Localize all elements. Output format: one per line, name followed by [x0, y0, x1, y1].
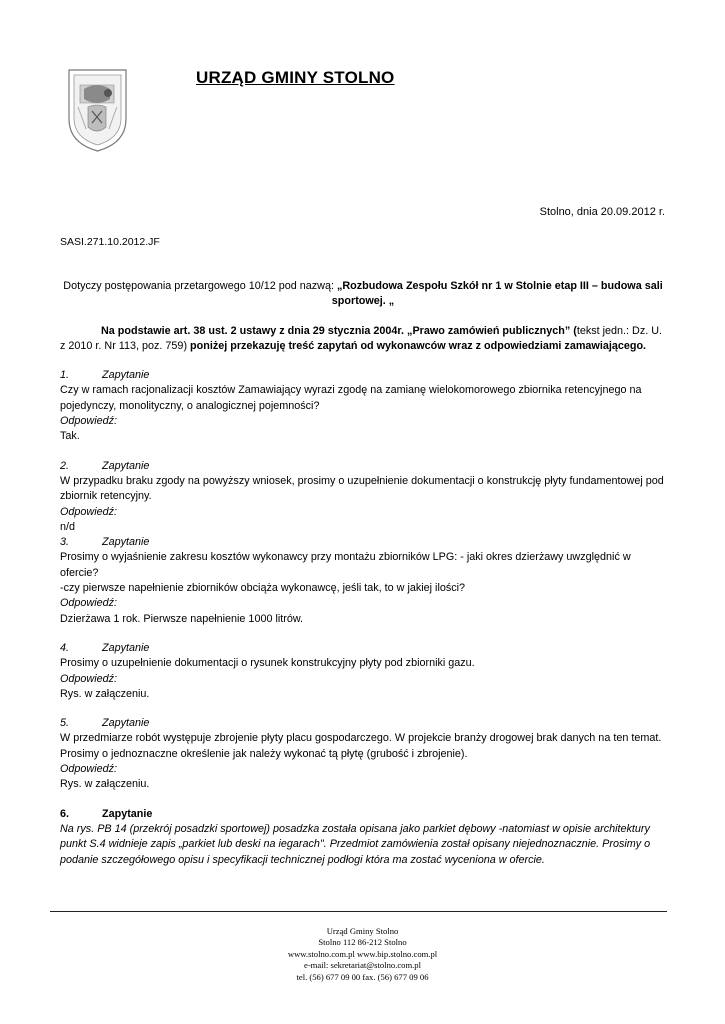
question-number: 6.: [60, 807, 70, 820]
question-number: 4.: [60, 641, 70, 654]
footer-websites: www.stolno.com.pl www.bip.stolno.com.pl: [287, 948, 438, 959]
footer: [0, 926, 725, 983]
coat-of-arms-logo: [66, 67, 129, 153]
question-number: 2.: [60, 459, 70, 472]
question-6: [60, 807, 666, 868]
legal-basis-paragraph: [60, 324, 666, 355]
question-label: Zapytanie: [102, 807, 153, 820]
answer-label: Odpowiedź:: [60, 597, 118, 610]
answer-text: n/d: [60, 520, 76, 533]
legal-basis-part1: Na podstawie art. 38 ust. 2 ustawy z dnia 29 stycznia 2004r. „Prawo zamówień publicznych” (: [101, 324, 577, 337]
footer-email: e-mail: sekretariat@stolno.com.pl: [304, 960, 421, 971]
question-number: 3.: [60, 536, 70, 549]
question-1: [60, 368, 666, 444]
question-5: [60, 716, 666, 792]
subject-name: „Rozbudowa Zespołu Szkół nr 1 w Stolnie etap III – budowa sali sportowej. „: [331, 280, 663, 308]
legal-basis-part2: tekst jedn.: Dz. U. z 2010 r. Nr 113, poz. 759): [60, 324, 663, 352]
question-3: [60, 535, 666, 627]
question-number: 5.: [60, 717, 70, 730]
footer-office-name: Urząd Gminy Stolno: [326, 926, 399, 936]
answer-label: Odpowiedź:: [60, 415, 118, 428]
question-text: Na rys. PB 14 (przekrój posadzki sportowej) posadzka została opisana jako parkiet dębowy -natomiast w opisie architektury punkt S.4 widnieje zapis „parkiet lub deski na iegarach". Przedmiot zamówienia został opisany niejednoznacznie. Prosimy o podanie szczegółowego opisu i specyfikacji technicznej podłogi która ma zostać wyceniona w ofercie.: [60, 822, 651, 866]
answer-text: Tak.: [60, 430, 80, 443]
question-label: Zapytanie: [102, 459, 150, 472]
letter-body: [60, 279, 666, 868]
answer-text: Rys. w załączeniu.: [60, 687, 150, 700]
question-label: Zapytanie: [102, 717, 150, 730]
answer-label: Odpowiedź:: [60, 505, 118, 518]
page-title: URZĄD GMINY STOLNO: [196, 68, 395, 87]
answer-label: Odpowiedź:: [60, 672, 118, 685]
answer-text: Dzierżawa 1 rok. Pierwsze napełnienie 1000 litrów.: [60, 612, 304, 625]
footer-phone-fax: tel. (56) 677 09 00 fax. (56) 677 09 06: [296, 971, 429, 982]
reference-number: SASI.271.10.2012.JF: [60, 236, 160, 248]
answer-text: Rys. w załączeniu.: [60, 778, 150, 791]
question-label: Zapytanie: [102, 536, 150, 549]
date-line: Stolno, dnia 20.09.2012 r.: [539, 206, 665, 218]
answer-label: Odpowiedź:: [60, 763, 118, 776]
question-label: Zapytanie: [102, 369, 150, 382]
question-text: W przypadku braku zgody na powyższy wniosek, prosimy o uzupełnienie dokumentacji o konstrukcję płyty fundamentowej pod zbiornik retencyjny.: [60, 474, 664, 503]
question-text: W przedmiarze robót występuje zbrojenie płyty placu gospodarczego. W projekcie branży drogowej brak danych na ten temat. Prosimy o jednoznaczne określenie jak należy wykonać tą płytę (grubość i zbrojenie).: [60, 732, 662, 760]
footer-address: Stolno 112 86-212 Stolno: [318, 937, 407, 948]
question-text: Czy w ramach racjonalizacji kosztów Zamawiający wyrazi zgodę na zamianę wielokomorowego zbiornika retencyjnego na pojedynczy, monolityczny, o analogicznej pojemności?: [60, 384, 642, 412]
question-2: [60, 459, 666, 535]
subject-paragraph: [60, 279, 666, 310]
question-text: Prosimy o uzupełnienie dokumentacji o rysunek konstrukcyjny płyty pod zbiorniki gazu.: [60, 657, 475, 670]
subject-prefix: Dotyczy postępowania przetargowego 10/12 pod nazwą:: [63, 280, 337, 292]
question-text: Prosimy o wyjaśnienie zakresu kosztów wykonawcy przy montażu zbiorników LPG: - jaki okres dzierżawy uwzględnić w ofercie?: [60, 551, 631, 579]
legal-basis-part3: poniżej przekazuję treść zapytań od wykonawców wraz z odpowiedziami zamawiającego.: [190, 339, 647, 352]
question-label: Zapytanie: [102, 641, 150, 654]
question-number: 1.: [60, 369, 70, 382]
question-text-continued: -czy pierwsze napełnienie zbiorników obciąża wykonawcę, jeśli tak, to w jakiej ilości?: [60, 582, 466, 595]
question-4: [60, 641, 666, 702]
footer-divider: [50, 911, 667, 912]
